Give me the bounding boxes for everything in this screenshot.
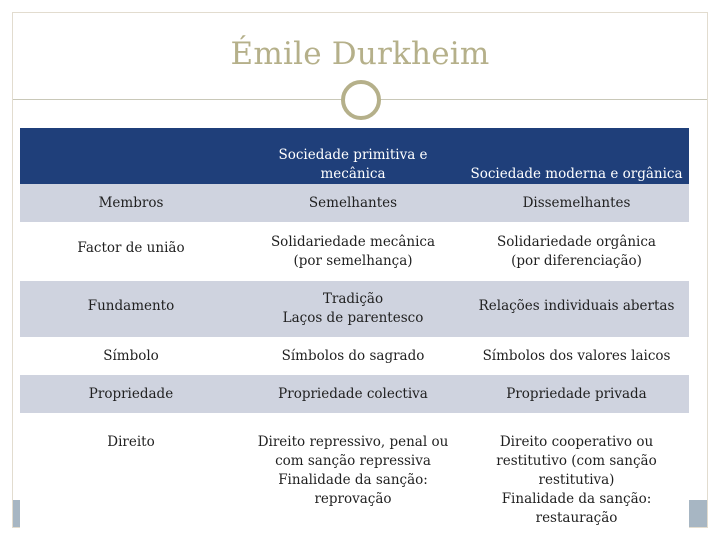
table-row bbox=[20, 375, 689, 413]
cell-primitive: Direito repressivo, penal ou com sanção repressiva Finalidade da sanção: reprovação bbox=[242, 413, 464, 531]
cell-primitive: Símbolos do sagrado bbox=[242, 337, 464, 375]
cell-primitive: Solidariedade mecânica (por semelhança) bbox=[242, 222, 464, 281]
cell-primitive: Semelhantes bbox=[242, 184, 464, 222]
circle-ornament-icon bbox=[341, 80, 381, 120]
table-row bbox=[20, 184, 689, 222]
row-label: Símbolo bbox=[20, 337, 242, 375]
table-row bbox=[20, 337, 689, 375]
table-row bbox=[20, 281, 689, 337]
cell-modern: Símbolos dos valores laicos bbox=[464, 337, 689, 375]
cell-primitive: Propriedade colectiva bbox=[242, 375, 464, 413]
row-label: Factor de união bbox=[20, 222, 242, 281]
header-empty-cell bbox=[20, 128, 242, 184]
row-label: Membros bbox=[20, 184, 242, 222]
slide-title: Émile Durkheim bbox=[230, 36, 490, 72]
cell-modern: Propriedade privada bbox=[464, 375, 689, 413]
cell-modern: Dissemelhantes bbox=[464, 184, 689, 222]
comparison-table bbox=[20, 128, 689, 531]
table-header-row bbox=[20, 128, 689, 184]
row-label: Fundamento bbox=[20, 281, 242, 337]
table-row bbox=[20, 222, 689, 281]
cell-modern: Relações individuais abertas bbox=[464, 281, 689, 337]
header-modern-society: Sociedade moderna e orgânica bbox=[464, 128, 689, 184]
cell-modern: Direito cooperativo ou restitutivo (com sanção restitutiva) Finalidade da sanção: restauração bbox=[464, 413, 689, 531]
row-label: Propriedade bbox=[20, 375, 242, 413]
cell-modern: Solidariedade orgânica (por diferenciação) bbox=[464, 222, 689, 281]
row-label: Direito bbox=[20, 413, 242, 531]
table-row bbox=[20, 413, 689, 531]
cell-primitive: Tradição Laços de parentesco bbox=[242, 281, 464, 337]
header-primitive-society: Sociedade primitiva e mecânica bbox=[242, 128, 464, 184]
